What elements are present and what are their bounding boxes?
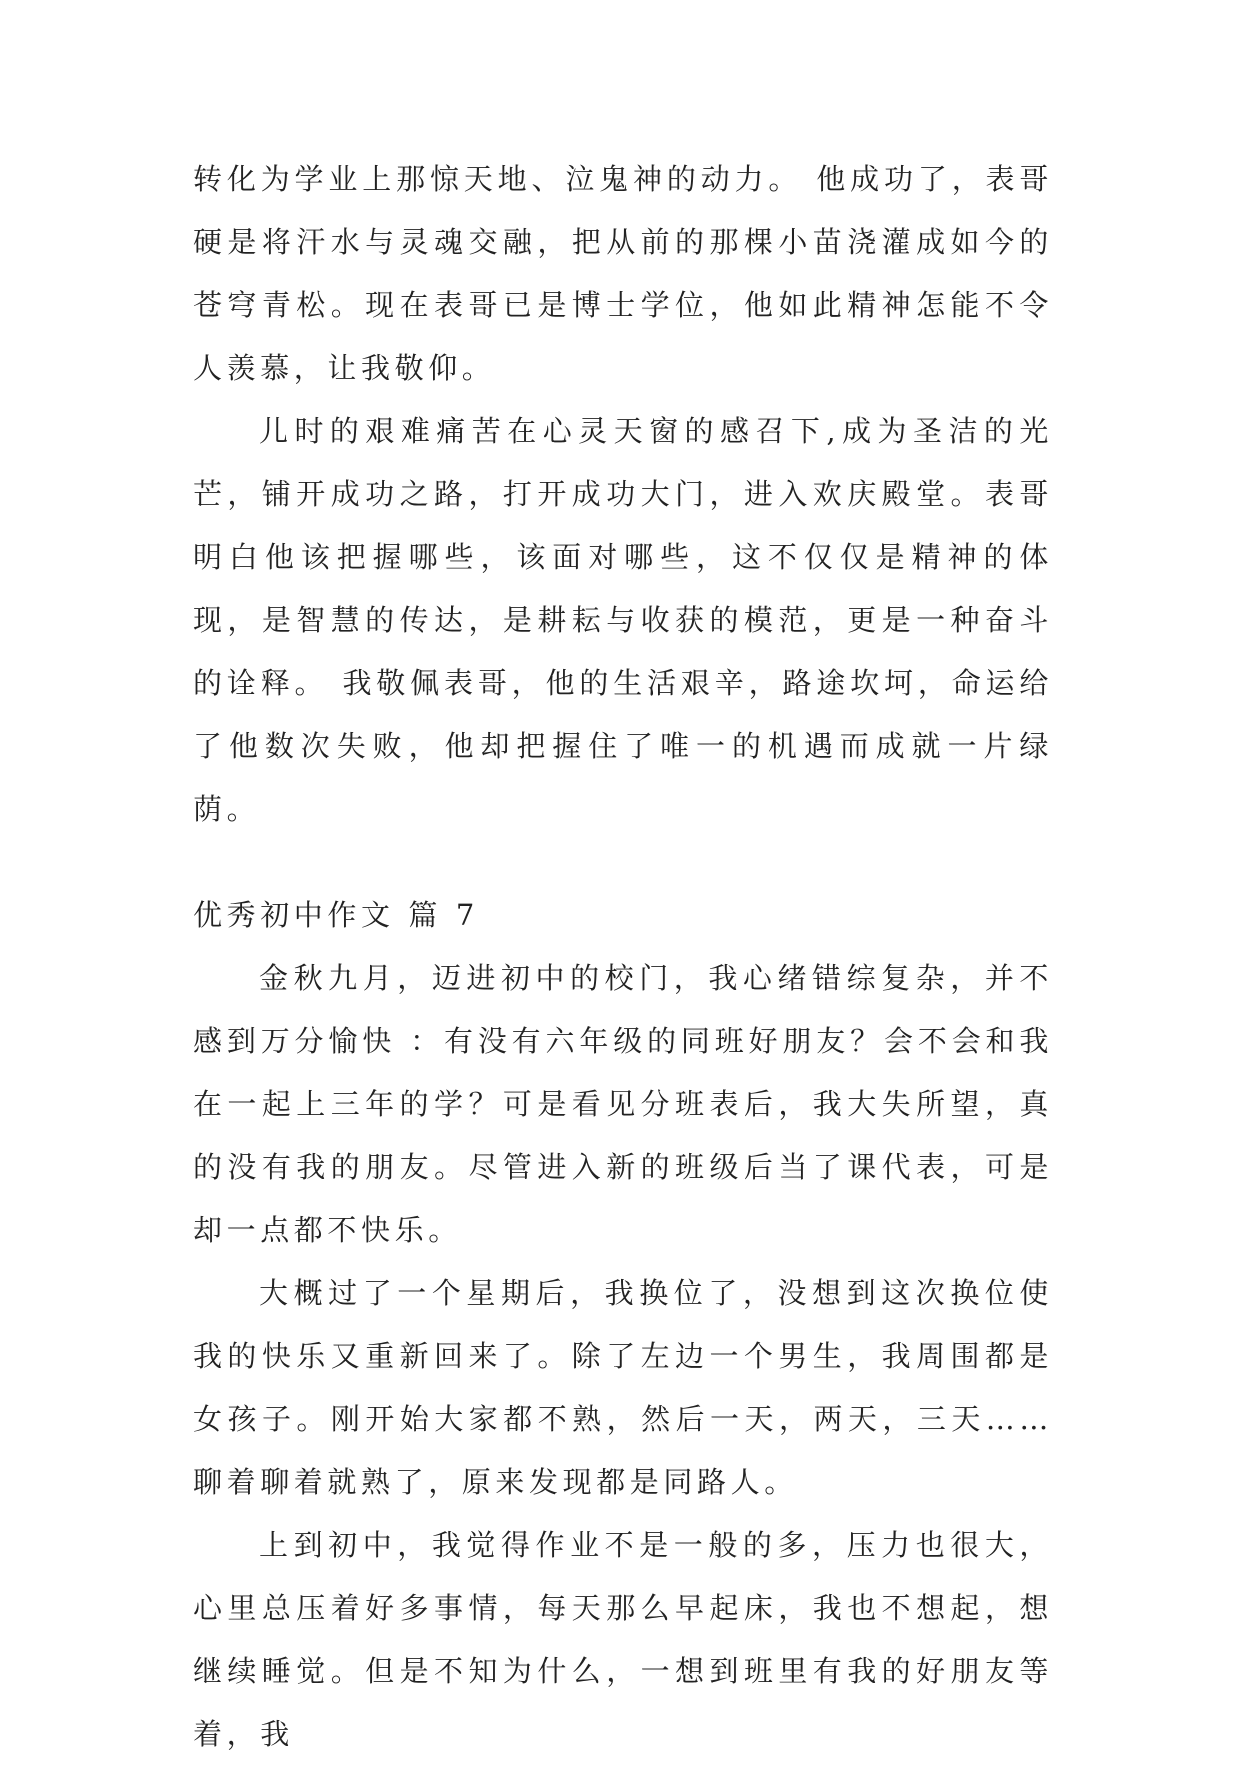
paragraph: 儿时的艰难痛苦在心灵天窗的感召下,成为圣洁的光芒，铺开成功之路，打开成功大门，进入欢庆殿堂。表哥明白他该把握哪些，该面对哪些，这不仅仅是精神的体现，是智慧的传达，是耕耘与收获的模范，更是一种奋斗的诠释。 我敬佩表哥，他的生活艰辛，路途坎坷，命运给了他数次失败，他却把握住了唯一的机遇而成就一片绿荫。 <box>193 414 1053 826</box>
section-title: 优秀初中作文 篇 7 <box>193 898 479 932</box>
section-spacer <box>193 841 1053 884</box>
document-body <box>193 148 1053 1766</box>
paragraph: 大概过了一个星期后，我换位了，没想到这次换位使我的快乐又重新回来了。除了左边一个男生，我周围都是女孩子。刚开始大家都不熟，然后一天，两天，三天……聊着聊着就熟了，原来发现都是同路人。 <box>193 1276 1053 1499</box>
paragraph-continued: 转化为学业上那惊天地、泣鬼神的动力。 他成功了，表哥硬是将汗水与灵魂交融，把从前的那棵小苗浇灌成如今的苍穹青松。现在表哥已是博士学位，他如此精神怎能不令人羡慕，让我敬仰。 <box>193 162 1053 385</box>
paragraph: 上到初中，我觉得作业不是一般的多，压力也很大，心里总压着好多事情，每天那么早起床，我也不想起，想继续睡觉。但是不知为什么，一想到班里有我的好朋友等着，我 <box>193 1528 1053 1751</box>
paragraph: 金秋九月，迈进初中的校门，我心绪错综复杂，并不感到万分愉快 ：有没有六年级的同班好朋友？会不会和我在一起上三年的学？可是看见分班表后，我大失所望，真的没有我的朋友。尽管进入新的班级后当了课代表，可是却一点都不快乐。 <box>193 961 1053 1247</box>
